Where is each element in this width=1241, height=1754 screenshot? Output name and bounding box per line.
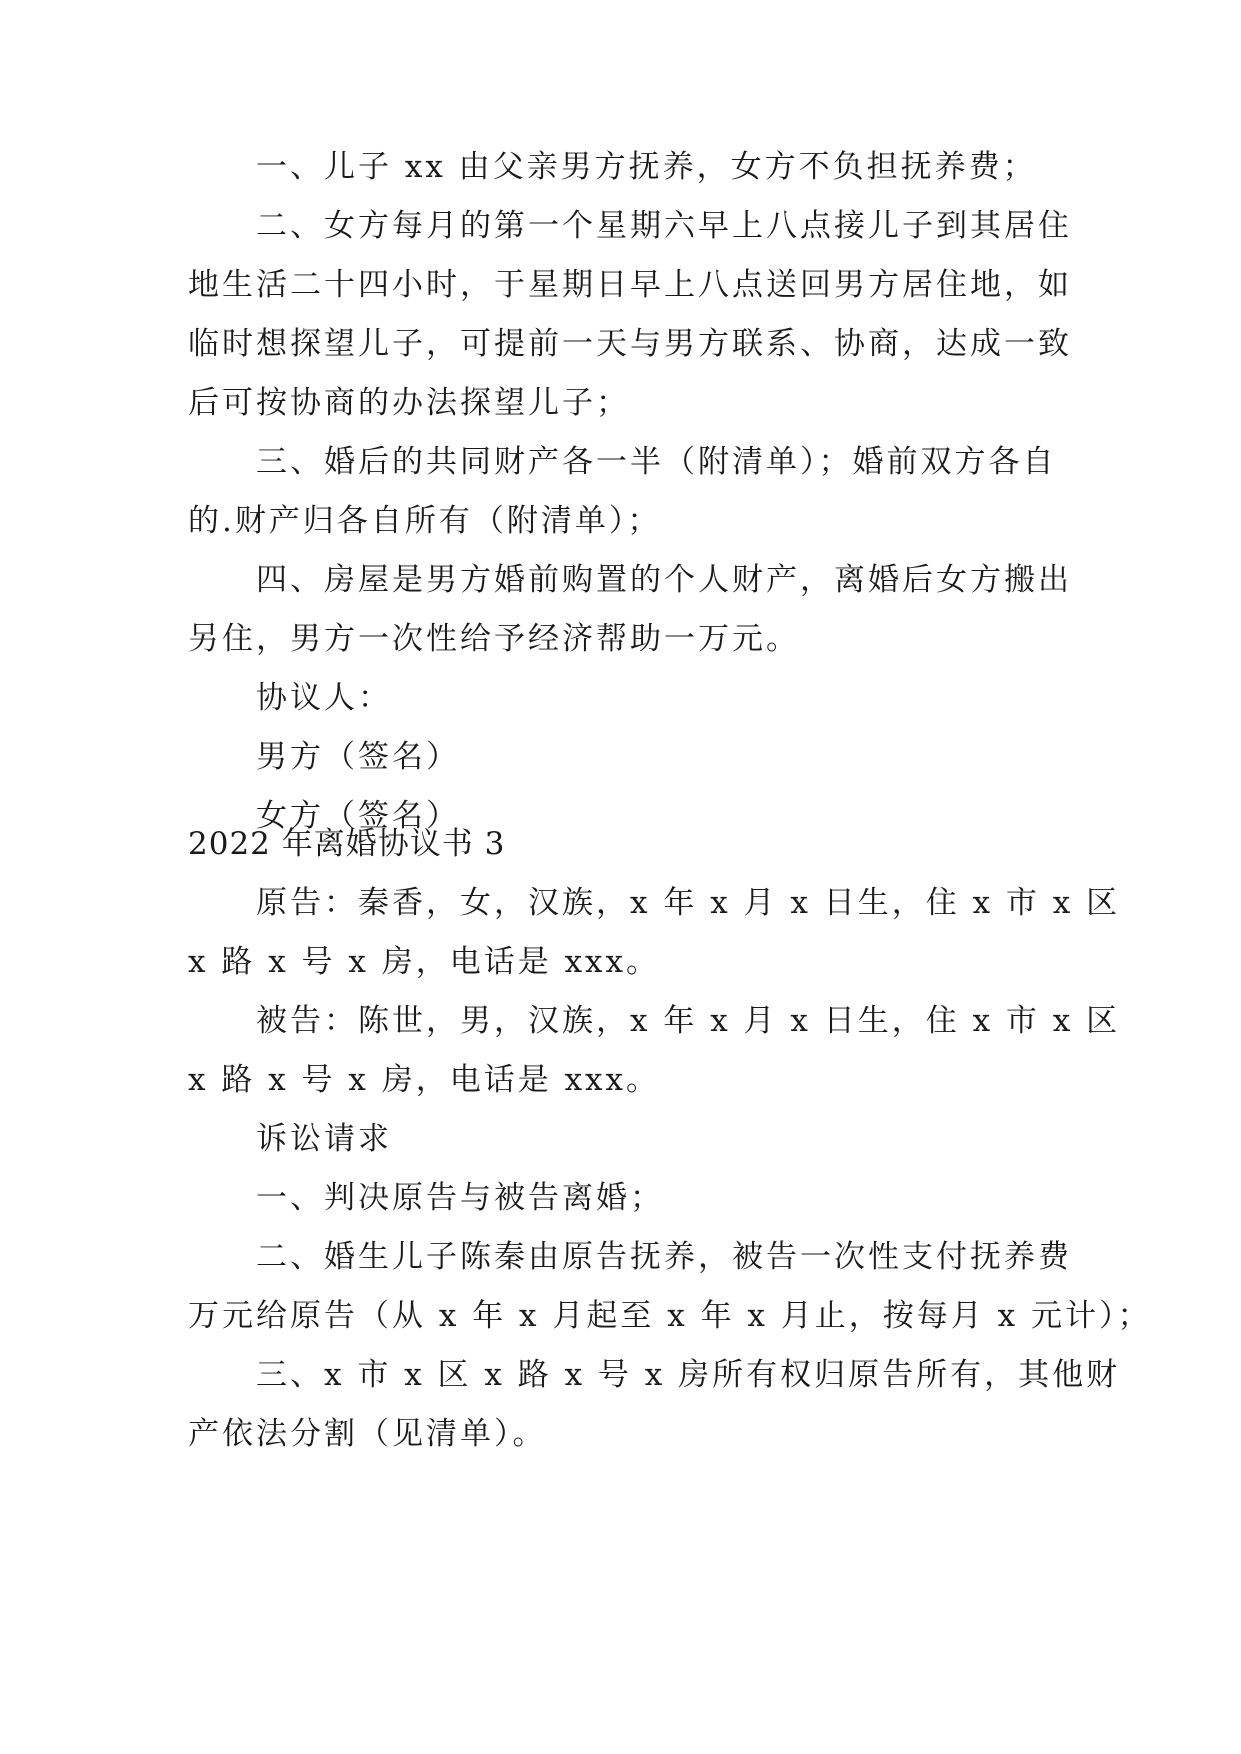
agreement-terms <box>188 138 1072 846</box>
signer-female: 女方（签名） <box>256 798 460 834</box>
term-2-line-3: 临时想探望儿子，可提前一天与男方联系、协商，达成一致 <box>188 326 1072 362</box>
claim-3-line-1: 三、x 市 x 区 x 路 x 号 x 房所有权归原告所有，其他财 <box>256 1357 1121 1393</box>
claim-1-line-1: 一、判决原告与被告离婚； <box>256 1180 664 1216</box>
defendant-line-1: 被告：陈世，男，汉族，x 年 x 月 x 日生，住 x 市 x 区 <box>256 1003 1121 1039</box>
signer-male: 男方（签名） <box>256 739 460 775</box>
term-2-line-4: 后可按协商的办法探望儿子； <box>188 385 630 421</box>
claim-2-line-1: 二、婚生儿子陈秦由原告抚养，被告一次性支付抚养费 <box>256 1239 1072 1275</box>
term-2-line-1: 二、女方每月的第一个星期六早上八点接儿子到其居住 <box>256 208 1072 244</box>
claim-2-line-2: 万元给原告（从 x 年 x 月起至 x 年 x 月止，按每月 x 元计）； <box>188 1298 1152 1334</box>
plaintiff-line-2: x 路 x 号 x 房，电话是 xxx。 <box>188 944 661 980</box>
term-4-line-1: 四、房屋是男方婚前购置的个人财产，离婚后女方搬出 <box>256 562 1072 598</box>
signers-label: 协议人： <box>256 680 392 716</box>
claim-3-line-2: 产依法分割（见清单）。 <box>188 1416 547 1452</box>
term-3-line-1: 三、婚后的共同财产各一半（附清单）；婚前双方各自 <box>256 444 1057 480</box>
complaint-section <box>188 815 1152 1464</box>
term-1-line-1: 一、儿子 xx 由父亲男方抚养，女方不负担抚养费； <box>256 149 1037 185</box>
defendant-line-2: x 路 x 号 x 房，电话是 xxx。 <box>188 1062 661 1098</box>
section-title: 2022 年离婚协议书 3 <box>188 826 506 862</box>
term-4-line-2: 另住，男方一次性给予经济帮助一万元。 <box>188 621 800 657</box>
term-3-line-2: 的.财产归各自所有（附清单）； <box>188 503 662 539</box>
term-2-line-2: 地生活二十四小时，于星期日早上八点送回男方居住地，如 <box>188 267 1072 303</box>
plaintiff-line-1: 原告：秦香，女，汉族，x 年 x 月 x 日生，住 x 市 x 区 <box>256 885 1121 921</box>
claims-heading: 诉讼请求 <box>256 1121 392 1157</box>
